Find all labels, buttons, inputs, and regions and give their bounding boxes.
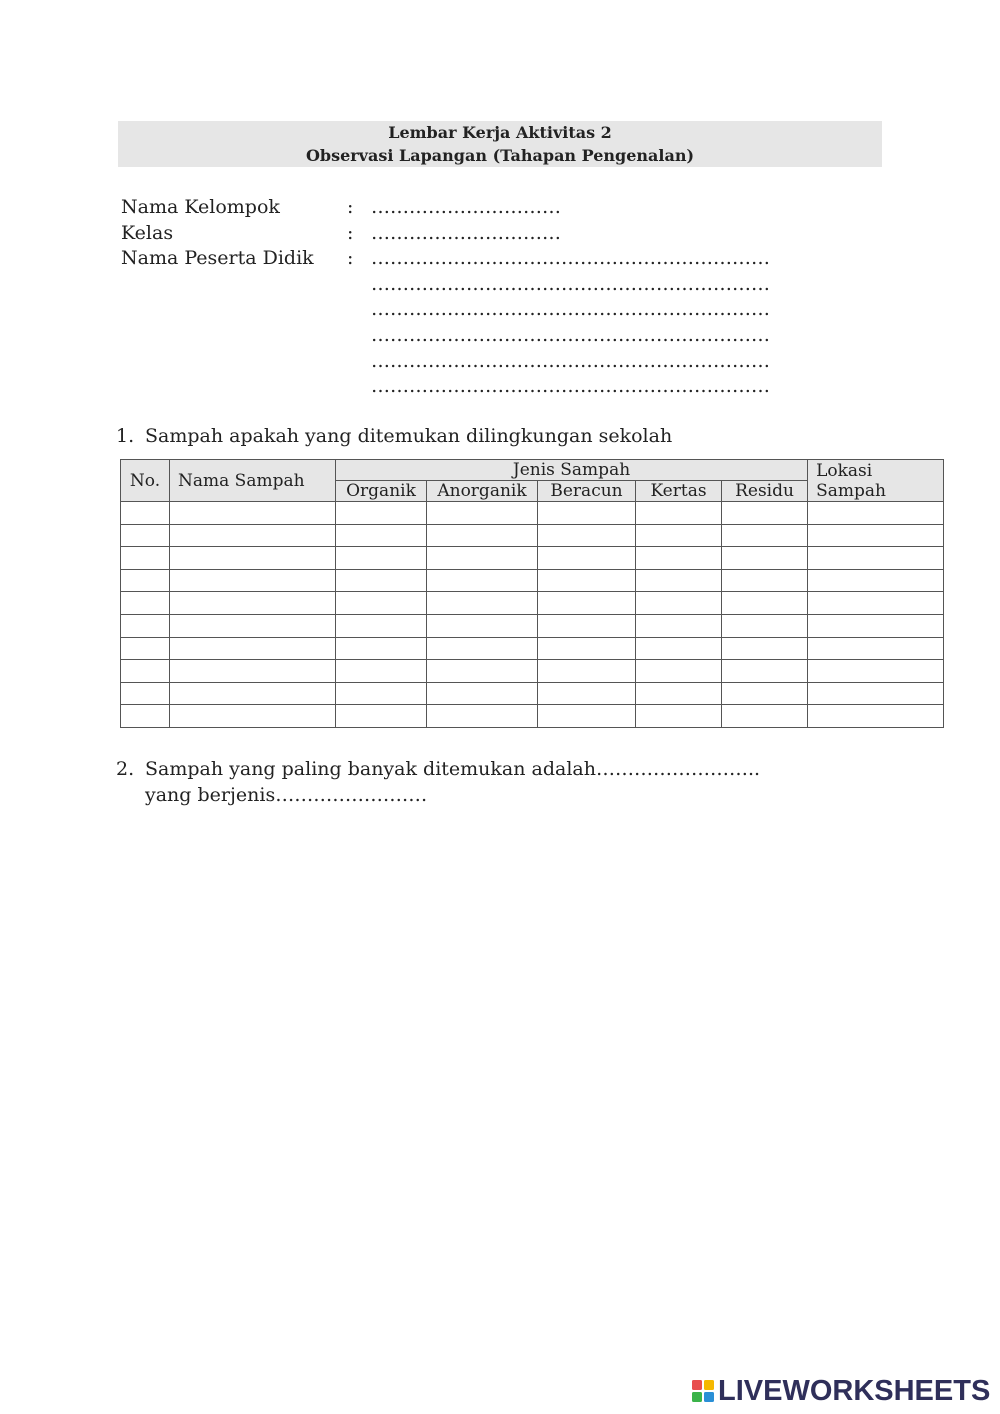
table-cell[interactable] xyxy=(121,682,170,705)
table-cell[interactable] xyxy=(121,637,170,660)
table-row xyxy=(121,682,944,705)
table-cell[interactable] xyxy=(636,682,722,705)
question-text-line1[interactable]: Sampah yang paling banyak ditemukan adalah…………………….. xyxy=(145,758,761,780)
table-cell[interactable] xyxy=(538,547,636,570)
student-name-blank-4[interactable]: ……………………………………………………… xyxy=(371,323,770,346)
table-cell[interactable] xyxy=(170,682,336,705)
table-cell[interactable] xyxy=(427,637,538,660)
table-cell[interactable] xyxy=(808,547,944,570)
table-row xyxy=(121,592,944,615)
question-text-line2[interactable]: yang berjenis…………………… xyxy=(145,784,428,806)
question-text: Sampah apakah yang ditemukan dilingkungan sekolah xyxy=(145,425,673,447)
table-cell[interactable] xyxy=(722,705,808,728)
table-cell[interactable] xyxy=(427,682,538,705)
table-cell[interactable] xyxy=(538,569,636,592)
table-cell[interactable] xyxy=(427,660,538,683)
table-cell[interactable] xyxy=(170,660,336,683)
table-cell[interactable] xyxy=(336,682,427,705)
group-name-blank[interactable]: ………………………… xyxy=(371,196,561,218)
table-cell[interactable] xyxy=(170,547,336,570)
col-header-location-line1: Lokasi xyxy=(816,460,873,481)
liveworksheets-logo-icon xyxy=(692,1380,714,1402)
table-cell[interactable] xyxy=(170,705,336,728)
table-cell[interactable] xyxy=(336,660,427,683)
table-cell[interactable] xyxy=(722,524,808,547)
observation-table xyxy=(120,459,944,728)
table-cell[interactable] xyxy=(636,502,722,525)
liveworksheets-logo xyxy=(692,1376,990,1406)
table-cell[interactable] xyxy=(170,637,336,660)
table-cell[interactable] xyxy=(722,592,808,615)
table-cell[interactable] xyxy=(538,502,636,525)
table-cell[interactable] xyxy=(538,682,636,705)
table-cell[interactable] xyxy=(636,660,722,683)
group-name-label: Nama Kelompok xyxy=(121,196,280,218)
table-cell[interactable] xyxy=(636,569,722,592)
question-number: 1. xyxy=(116,425,135,447)
table-row xyxy=(121,705,944,728)
table-cell[interactable] xyxy=(121,502,170,525)
table-row xyxy=(121,660,944,683)
table-cell[interactable] xyxy=(121,705,170,728)
col-header-location-line2: Sampah xyxy=(816,480,886,501)
col-header-location xyxy=(808,460,944,502)
table-cell[interactable] xyxy=(170,614,336,637)
student-name-blank-6[interactable]: ……………………………………………………… xyxy=(371,375,770,398)
table-row xyxy=(121,502,944,525)
col-header-toxic: Beracun xyxy=(538,481,636,502)
student-name-blank-3[interactable]: ……………………………………………………… xyxy=(371,298,770,321)
table-cell[interactable] xyxy=(538,524,636,547)
table-cell[interactable] xyxy=(808,682,944,705)
table-cell[interactable] xyxy=(336,592,427,615)
table-cell[interactable] xyxy=(538,705,636,728)
student-name-blank-2[interactable]: ……………………………………………………… xyxy=(371,272,770,295)
table-cell[interactable] xyxy=(636,637,722,660)
table-cell[interactable] xyxy=(170,569,336,592)
table-cell[interactable] xyxy=(808,592,944,615)
student-name-blank-5[interactable]: ……………………………………………………… xyxy=(371,349,770,372)
table-cell[interactable] xyxy=(538,637,636,660)
table-row xyxy=(121,524,944,547)
table-body xyxy=(121,502,944,728)
table-cell[interactable] xyxy=(808,569,944,592)
class-blank[interactable]: ………………………… xyxy=(371,221,561,244)
table-row xyxy=(121,547,944,570)
colon: : xyxy=(347,196,354,218)
student-name-blank-1[interactable]: ……………………………………………………… xyxy=(371,247,770,270)
table-cell[interactable] xyxy=(336,502,427,525)
table-cell[interactable] xyxy=(636,614,722,637)
table-cell[interactable] xyxy=(722,637,808,660)
logo-square xyxy=(704,1392,714,1402)
table-cell[interactable] xyxy=(121,592,170,615)
table-cell[interactable] xyxy=(121,524,170,547)
table-cell[interactable] xyxy=(336,547,427,570)
worksheet-title: Lembar Kerja Aktivitas 2 xyxy=(388,123,612,142)
table-cell[interactable] xyxy=(336,705,427,728)
table-cell[interactable] xyxy=(808,660,944,683)
table-cell[interactable] xyxy=(427,592,538,615)
table-cell[interactable] xyxy=(336,637,427,660)
col-header-waste-type: Jenis Sampah xyxy=(336,460,808,481)
table-cell[interactable] xyxy=(636,592,722,615)
col-header-waste-name: Nama Sampah xyxy=(170,460,336,502)
class-label: Kelas xyxy=(121,221,174,244)
table-cell[interactable] xyxy=(427,502,538,525)
col-header-organic: Organik xyxy=(336,481,427,502)
table-row xyxy=(121,637,944,660)
table-cell[interactable] xyxy=(808,524,944,547)
table-row xyxy=(121,614,944,637)
logo-square xyxy=(704,1380,714,1390)
table-cell[interactable] xyxy=(808,502,944,525)
table-cell[interactable] xyxy=(170,592,336,615)
table-cell[interactable] xyxy=(121,614,170,637)
worksheet-title-box xyxy=(118,121,882,167)
table-cell[interactable] xyxy=(722,660,808,683)
table-cell[interactable] xyxy=(636,705,722,728)
table-cell[interactable] xyxy=(170,502,336,525)
table-cell[interactable] xyxy=(427,614,538,637)
table-cell[interactable] xyxy=(121,547,170,570)
table-cell[interactable] xyxy=(722,614,808,637)
table-cell[interactable] xyxy=(538,592,636,615)
table-cell[interactable] xyxy=(121,569,170,592)
table-cell[interactable] xyxy=(336,614,427,637)
col-header-paper: Kertas xyxy=(636,481,722,502)
table-cell[interactable] xyxy=(538,660,636,683)
table-cell[interactable] xyxy=(427,569,538,592)
col-header-no: No. xyxy=(121,460,170,502)
logo-square xyxy=(692,1392,702,1402)
worksheet-subtitle: Observasi Lapangan (Tahapan Pengenalan) xyxy=(305,146,695,165)
table-cell[interactable] xyxy=(808,637,944,660)
question-number: 2. xyxy=(116,758,135,780)
colon: : xyxy=(347,247,354,270)
table-cell[interactable] xyxy=(538,614,636,637)
table-cell[interactable] xyxy=(722,547,808,570)
table-cell[interactable] xyxy=(808,705,944,728)
colon: : xyxy=(347,221,354,244)
table-cell[interactable] xyxy=(170,524,336,547)
table-cell[interactable] xyxy=(121,660,170,683)
table-row xyxy=(121,569,944,592)
student-names-label: Nama Peserta Didik xyxy=(121,247,314,270)
table-cell[interactable] xyxy=(336,524,427,547)
table-cell[interactable] xyxy=(636,524,722,547)
logo-square xyxy=(692,1380,702,1390)
table-cell[interactable] xyxy=(722,569,808,592)
table-cell[interactable] xyxy=(427,524,538,547)
question-2 xyxy=(116,756,760,808)
table-cell[interactable] xyxy=(427,547,538,570)
table-cell[interactable] xyxy=(808,614,944,637)
table-cell[interactable] xyxy=(427,705,538,728)
table-cell[interactable] xyxy=(336,569,427,592)
liveworksheets-logo-text: LIVEWORKSHEETS xyxy=(718,1374,991,1407)
col-header-residue: Residu xyxy=(722,481,808,502)
table-cell[interactable] xyxy=(722,502,808,525)
table-cell[interactable] xyxy=(636,547,722,570)
table-cell[interactable] xyxy=(722,682,808,705)
col-header-inorganic: Anorganik xyxy=(427,481,538,502)
question-1 xyxy=(116,423,672,449)
